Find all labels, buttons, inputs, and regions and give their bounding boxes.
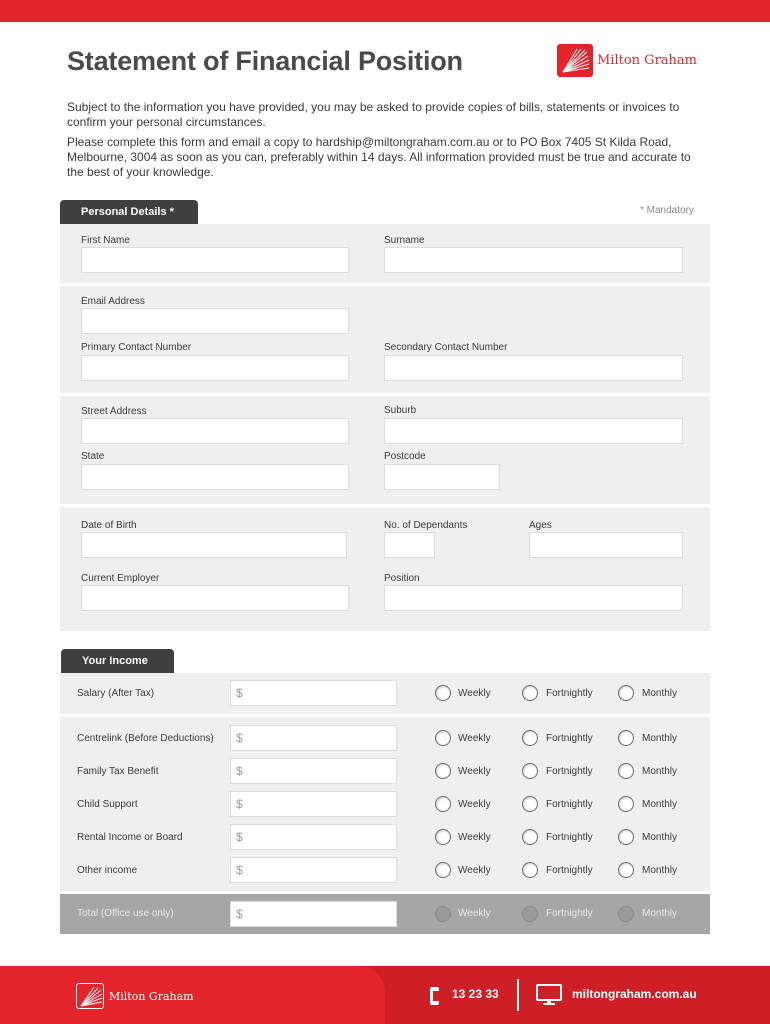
footer-website[interactable]: miltongraham.com.au (572, 987, 697, 1001)
income-amount-field[interactable] (230, 680, 397, 706)
weekly-label: Weekly (458, 733, 491, 744)
fortnightly-label: Fortnightly (546, 908, 593, 919)
dob-label: Date of Birth (81, 520, 137, 531)
currency-symbol: $ (236, 830, 243, 844)
primary-contact-label: Primary Contact Number (81, 342, 192, 353)
income-row-label: Centrelink (Before Deductions) (77, 733, 214, 744)
state-label: State (81, 451, 105, 462)
secondary-contact-field[interactable] (384, 355, 683, 381)
fortnightly-label: Fortnightly (546, 766, 593, 777)
intro-paragraph-2: Please complete this form and email a copy to hardship@miltongraham.com.au or to PO Box 7405 St Kilda Road, Melbourne, 3004 as soon as you can, preferably within 14 days. All information provided must be true and accurate to the best of your knowledge. (67, 135, 691, 179)
total-amount-field (230, 901, 397, 927)
street-label: Street Address (81, 406, 147, 417)
currency-symbol: $ (236, 731, 243, 745)
fortnightly-radio[interactable] (522, 685, 538, 701)
name-panel (60, 224, 710, 283)
personal-details-tab: Personal Details * (60, 200, 198, 224)
income-row (60, 673, 710, 714)
income-row-label: Salary (After Tax) (77, 688, 155, 699)
first-name-field[interactable] (81, 247, 349, 273)
weekly-label: Weekly (458, 688, 491, 699)
surname-field[interactable] (384, 247, 683, 273)
employer-field[interactable] (81, 585, 349, 611)
weekly-radio[interactable] (435, 763, 451, 779)
page-title: Statement of Financial Position (67, 46, 463, 76)
income-amount-field[interactable] (230, 791, 397, 817)
monthly-radio (618, 906, 634, 922)
currency-symbol: $ (236, 797, 243, 811)
dependants-field[interactable] (384, 532, 435, 558)
fortnightly-radio[interactable] (522, 763, 538, 779)
monthly-radio[interactable] (618, 685, 634, 701)
first-name-label: First Name (81, 235, 130, 246)
weekly-radio[interactable] (435, 796, 451, 812)
monthly-label: Monthly (642, 832, 678, 843)
fortnightly-radio[interactable] (522, 730, 538, 746)
weekly-radio[interactable] (435, 730, 451, 746)
weekly-radio (435, 906, 451, 922)
income-amount-field[interactable] (230, 824, 397, 850)
weekly-radio[interactable] (435, 862, 451, 878)
weekly-radio[interactable] (435, 685, 451, 701)
currency-symbol: $ (236, 764, 243, 778)
footer-phone[interactable]: 13 23 33 (452, 987, 499, 1001)
fortnightly-label: Fortnightly (546, 865, 593, 876)
income-row-label: Other income (77, 865, 138, 876)
weekly-label: Weekly (458, 908, 491, 919)
income-amount-field[interactable] (230, 758, 397, 784)
email-label: Email Address (81, 296, 145, 307)
phone-icon (428, 986, 442, 1006)
monitor-icon (536, 984, 562, 1006)
monthly-label: Monthly (642, 865, 678, 876)
position-field[interactable] (384, 585, 683, 611)
postcode-label: Postcode (384, 451, 426, 462)
suburb-field[interactable] (384, 418, 683, 444)
surname-label: Surname (384, 235, 425, 246)
logo-fan-icon (76, 983, 104, 1009)
dob-field[interactable] (81, 532, 347, 558)
fortnightly-label: Fortnightly (546, 688, 593, 699)
logo-fan-icon (557, 44, 593, 77)
total-row (60, 894, 710, 934)
monthly-radio[interactable] (618, 730, 634, 746)
email-field[interactable] (81, 308, 349, 334)
footer-brand-area (0, 966, 385, 1024)
monthly-radio[interactable] (618, 796, 634, 812)
employer-label: Current Employer (81, 573, 160, 584)
position-label: Position (384, 573, 420, 584)
secondary-contact-label: Secondary Contact Number (384, 342, 508, 353)
monthly-label: Monthly (642, 908, 678, 919)
street-field[interactable] (81, 418, 349, 444)
contact-panel (60, 286, 710, 393)
brand-name: Milton Graham (597, 53, 697, 68)
state-field[interactable] (81, 464, 349, 490)
suburb-label: Suburb (384, 405, 417, 416)
fortnightly-label: Fortnightly (546, 733, 593, 744)
employment-panel (60, 507, 710, 631)
mandatory-note: * Mandatory (640, 205, 694, 216)
monthly-label: Monthly (642, 733, 678, 744)
weekly-radio[interactable] (435, 829, 451, 845)
fortnightly-radio[interactable] (522, 796, 538, 812)
weekly-label: Weekly (458, 799, 491, 810)
monthly-radio[interactable] (618, 862, 634, 878)
currency-symbol: $ (236, 863, 243, 877)
monthly-radio[interactable] (618, 763, 634, 779)
postcode-field[interactable] (384, 464, 500, 490)
weekly-label: Weekly (458, 766, 491, 777)
footer-logo (76, 983, 194, 1009)
ages-field[interactable] (529, 532, 683, 558)
income-row-label: Family Tax Benefit (77, 766, 159, 777)
monthly-radio[interactable] (618, 829, 634, 845)
currency-symbol: $ (236, 907, 243, 921)
monthly-label: Monthly (642, 766, 678, 777)
fortnightly-label: Fortnightly (546, 799, 593, 810)
intro-paragraph-1: Subject to the information you have provided, you may be asked to provide copies of bills, statements or invoices to confirm your personal circumstances. (67, 100, 680, 129)
weekly-label: Weekly (458, 865, 491, 876)
monthly-label: Monthly (642, 799, 678, 810)
weekly-label: Weekly (458, 832, 491, 843)
footer (0, 966, 770, 1024)
fortnightly-radio[interactable] (522, 829, 538, 845)
footer-brand-name: Milton Graham (109, 989, 194, 1003)
monthly-label: Monthly (642, 688, 678, 699)
address-panel (60, 396, 710, 504)
income-group (60, 717, 710, 891)
fortnightly-radio[interactable] (522, 862, 538, 878)
footer-divider (517, 979, 519, 1011)
income-tab: Your Income (61, 649, 174, 673)
income-row-label: Rental Income or Board (77, 832, 183, 843)
dependants-label: No. of Dependants (384, 520, 468, 531)
fortnightly-label: Fortnightly (546, 832, 593, 843)
total-label: Total (Office use only) (77, 908, 174, 919)
primary-contact-field[interactable] (81, 355, 349, 381)
top-accent-bar (0, 0, 770, 22)
income-amount-field[interactable] (230, 725, 397, 751)
income-amount-field[interactable] (230, 857, 397, 883)
fortnightly-radio (522, 906, 538, 922)
brand-logo (557, 44, 697, 77)
currency-symbol: $ (236, 686, 243, 700)
ages-label: Ages (529, 520, 552, 531)
income-row-label: Child Support (77, 799, 138, 810)
